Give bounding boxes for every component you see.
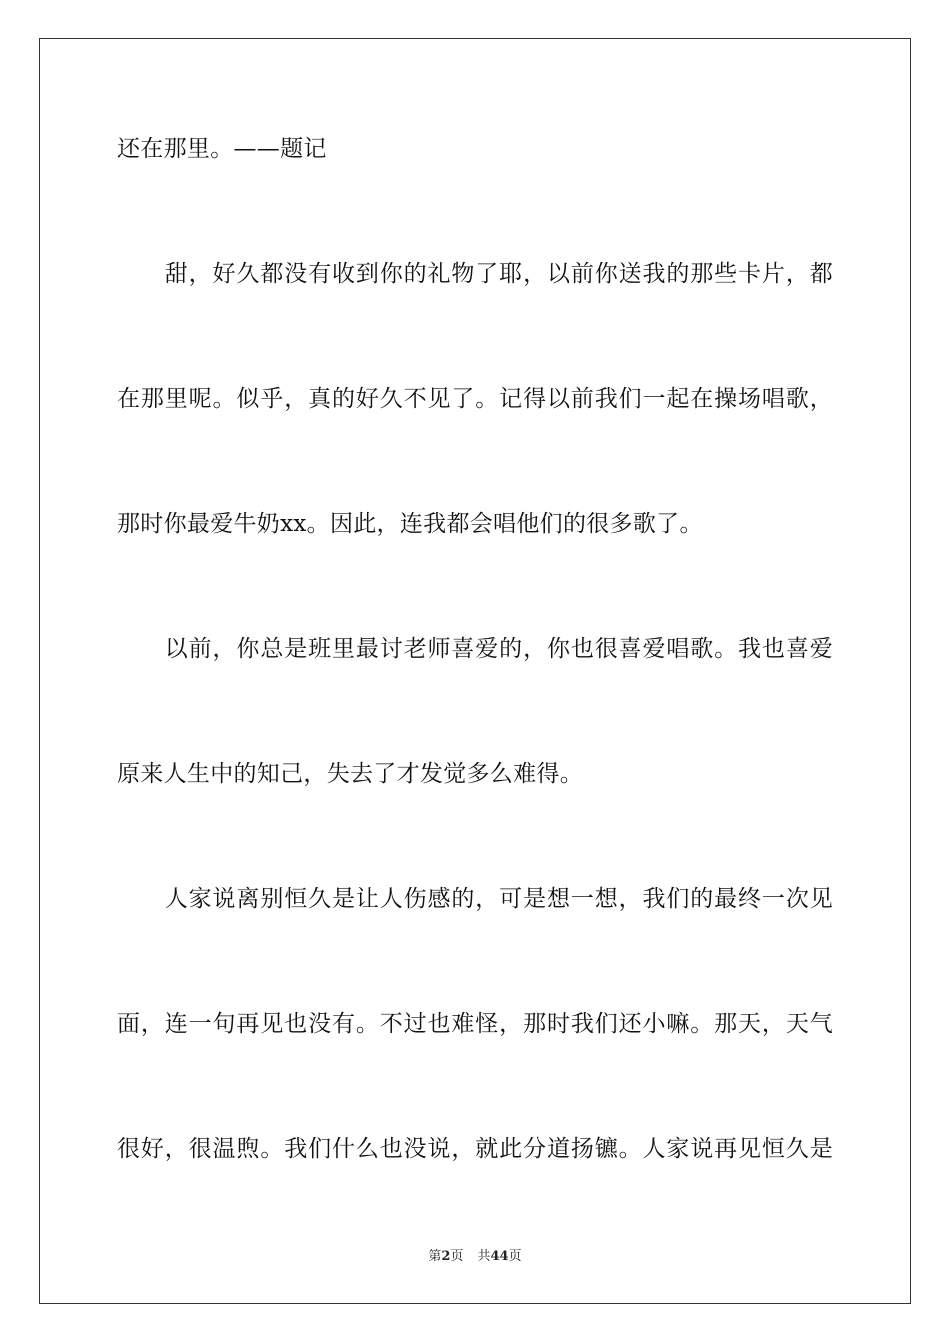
footer-page-current: 2 bbox=[441, 1249, 451, 1264]
footer-page-suffix: 页 bbox=[450, 1249, 464, 1264]
text-line-9: 很好，很温煦。我们什么也没说，就此分道扬镳。人家说再见恒久是 bbox=[117, 1136, 833, 1162]
footer-page-total: 44 bbox=[490, 1249, 509, 1264]
text-line-5: 以前，你总是班里最讨老师喜爱的，你也很喜爱唱歌。我也喜爱 bbox=[117, 636, 833, 662]
text-line-4: 那时你最爱牛奶xx。因此，连我都会唱他们的很多歌了。 bbox=[117, 511, 703, 537]
text-line-2: 甜，好久都没有收到你的礼物了耶，以前你送我的那些卡片，都 bbox=[117, 261, 833, 287]
text-line-1: 还在那里。——题记 bbox=[117, 136, 327, 162]
text-line-3: 在那里呢。似乎，真的好久不见了。记得以前我们一起在操场唱歌， bbox=[117, 386, 833, 412]
footer-total-suffix: 页 bbox=[508, 1249, 522, 1264]
footer-page-prefix: 第 bbox=[428, 1249, 442, 1264]
page-footer bbox=[0, 1248, 950, 1266]
text-line-6: 原来人生中的知己，失去了才发觉多么难得。 bbox=[117, 761, 583, 787]
text-line-7: 人家说离别恒久是让人伤感的，可是想一想，我们的最终一次见 bbox=[117, 886, 833, 912]
footer-total-prefix: 共 bbox=[477, 1249, 491, 1264]
page-border bbox=[39, 38, 911, 1304]
text-line-8: 面，连一句再见也没有。不过也难怪，那时我们还小嘛。那天，天气 bbox=[117, 1011, 833, 1037]
